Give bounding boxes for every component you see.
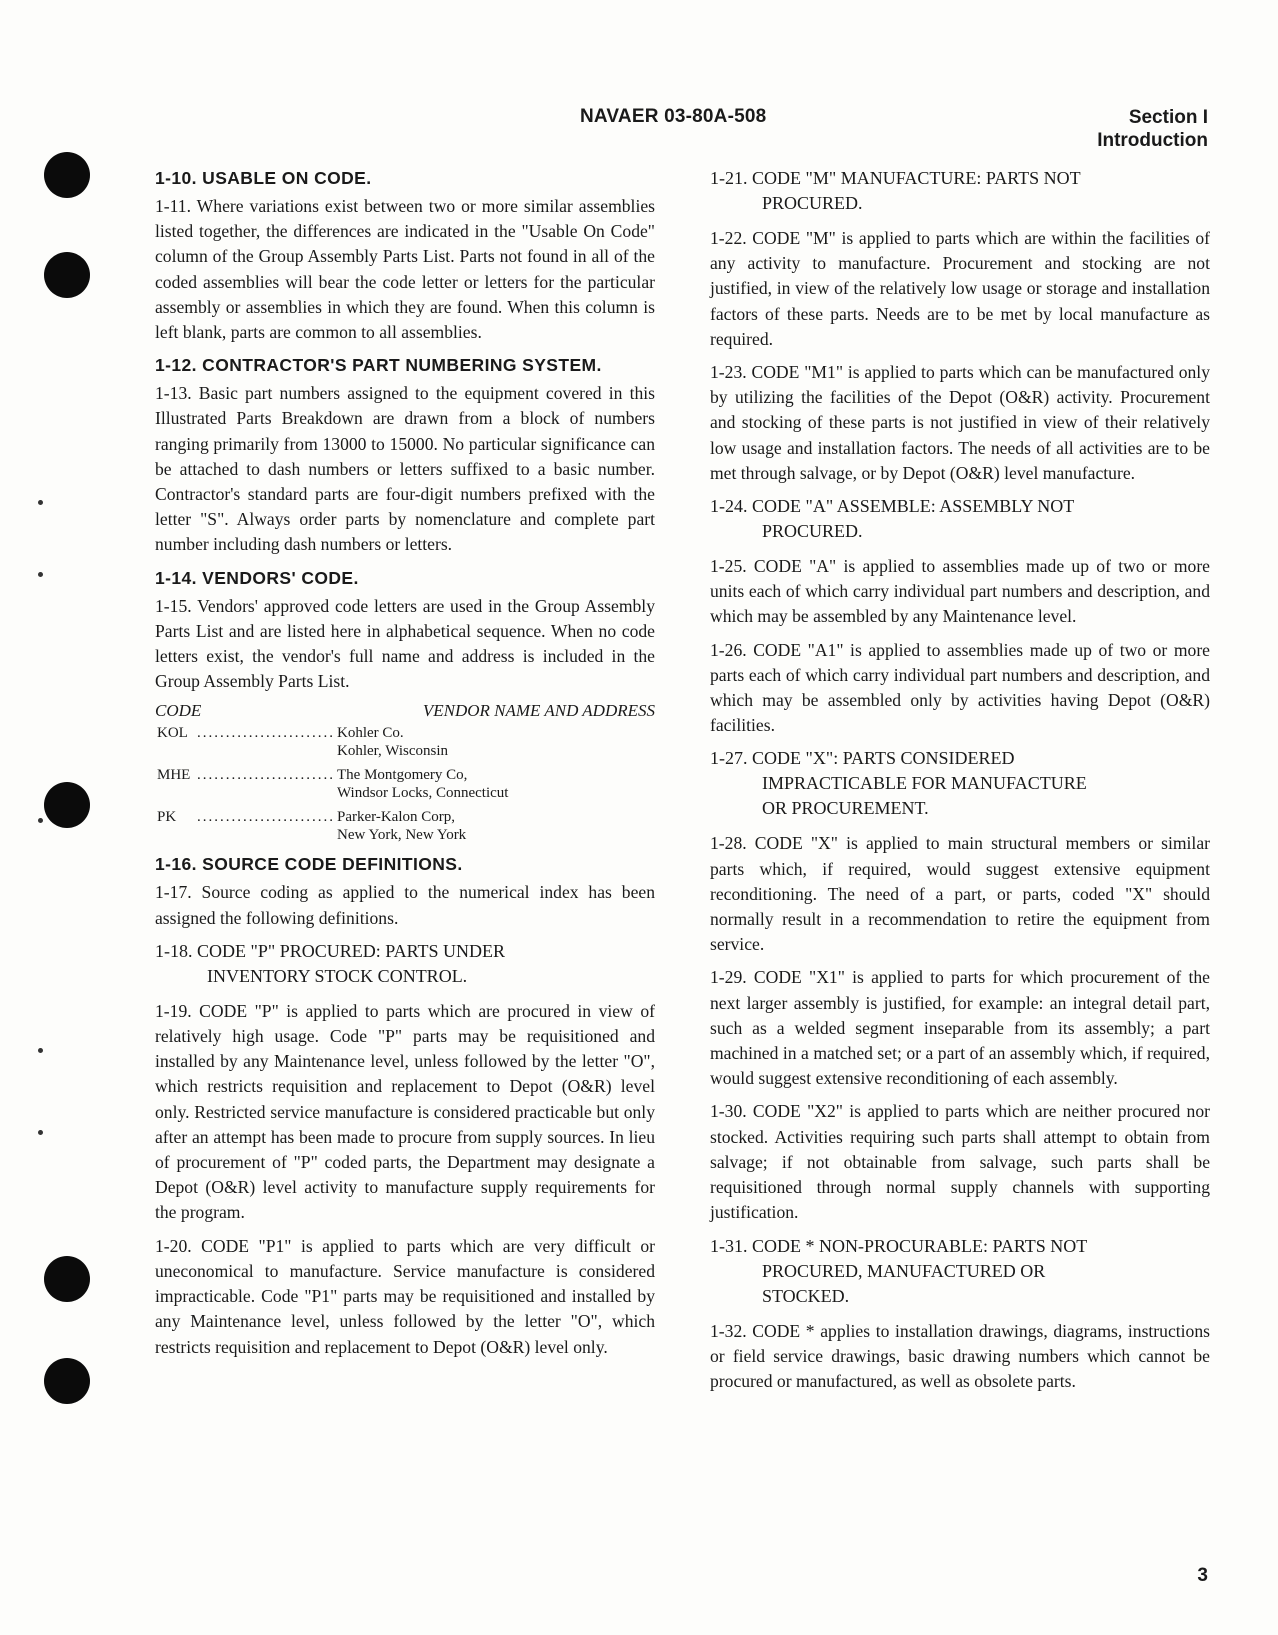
scan-speck — [38, 500, 43, 505]
column-header-vendor: VENDOR NAME AND ADDRESS — [422, 701, 655, 721]
paragraph-1-29: 1-29. CODE "X1" is applied to parts for which procurement of the next larger assembly is justified, for example: an integral detail part, such as a welded segment inseparable from its assembly; a part machined in a matched set; or a part of an assembly which, if required, would suggest extensive reconditioning of each assembly. — [710, 967, 1210, 1089]
heading-line: OR PROCUREMENT. — [762, 798, 929, 819]
paragraph-1-32: 1-32. CODE * applies to installation drawings, diagrams, instructions or field service drawings, basic drawing numbers which cannot be procured or manufactured, as well as obsolete parts. — [710, 1320, 1210, 1391]
leader-dots: ........................ — [197, 767, 335, 784]
heading-line: PROCURED. — [762, 193, 863, 213]
scan-speck — [38, 818, 43, 823]
paragraph-1-20: 1-20. CODE "P1" is applied to parts which are very difficult or uneconomical to manufacture. Service manufacture is considered impracticable. Code "P1" parts may be requisitioned and installed by any Maintenance level, unless followed by the letter "O", which restricts requisition and replacement to Depot (O&R) level only. — [155, 1235, 655, 1357]
vendor-name-line: The Montgomery Co, — [337, 767, 468, 784]
vendor-name — [337, 724, 655, 760]
heading-1-31 — [710, 1234, 1210, 1309]
vendor-name — [337, 808, 655, 844]
paragraph-1-13: 1-13. Basic part numbers assigned to the equipment covered in this Illustrated Parts Breakdown are drawn from a block of numbers ranging primarily from 13000 to 15000. No particular significance can be attached to dash numbers or letters suffixed to a basic number. Contractor's standard parts are four-digit numbers prefixed with the letter "S". Always order parts by nomenclature and complete part number including dash numbers or letters. — [155, 383, 655, 555]
heading-1-18 — [155, 939, 655, 989]
binder-hole-2 — [44, 252, 90, 298]
document-code: NAVAER 03-80A-508 — [580, 106, 767, 127]
vendor-table-header — [155, 702, 655, 720]
paragraph-1-23: 1-23. CODE "M1" is applied to parts which can be manufactured only by utilizing the facilities of the Depot (O&R) activity. Procurement and stocking of these parts is not justified in view of their relatively low usage and installation factors. The needs of all activities are to be met through salvage, or by Depot (O&R) level manufacture. — [710, 362, 1210, 483]
heading-line: 1-24. CODE "A" ASSEMBLE: ASSEMBLY NOT — [710, 496, 1075, 517]
heading-line: PROCURED, MANUFACTURED OR — [762, 1260, 1046, 1281]
binder-hole-1 — [44, 152, 90, 198]
heading-line: 1-18. CODE "P" PROCURED: PARTS UNDER — [155, 940, 506, 961]
paragraph-1-11: 1-11. Where variations exist between two or more similar assemblies listed together, the differences are indicated in the "Usable On Code" column of the Group Assembly Parts List. Parts not found in all of the coded assemblies will bear the code letter or letters for the particular assembly or assemblies in which they are found. When this column is left blank, parts are common to all assemblies. — [155, 196, 655, 343]
heading-line: INVENTORY STOCK CONTROL. — [207, 965, 468, 986]
vendor-code: PK — [157, 809, 177, 826]
paragraph-1-28: 1-28. CODE "X" is applied to main structural members or similar parts which, if required, would suggest extensive equipment reconditioning. The need of a part, or parts, coded "X" should normally result in a recommendation to retire the equipment from service. — [710, 833, 1210, 955]
leader-dots: ........................ — [197, 725, 335, 742]
section-heading — [1097, 106, 1208, 152]
heading-line: 1-31. CODE * NON-PROCURABLE: PARTS NOT — [710, 1235, 1088, 1256]
binder-hole-5 — [44, 1358, 90, 1404]
binder-hole-4 — [44, 1256, 90, 1302]
scan-speck — [38, 1130, 43, 1135]
heading-1-10: 1-10. USABLE ON CODE. — [155, 168, 372, 188]
vendor-name-line: Parker-Kalon Corp, — [337, 809, 456, 826]
vendor-address-line: Kohler, Wisconsin — [337, 743, 449, 760]
vendor-name-line: Kohler Co. — [337, 725, 404, 742]
scan-speck — [38, 572, 43, 577]
heading-line: 1-27. CODE "X": PARTS CONSIDERED — [710, 748, 1015, 769]
vendor-row — [155, 724, 655, 760]
heading-line: STOCKED. — [762, 1285, 850, 1306]
paragraph-1-25: 1-25. CODE "A" is applied to assemblies made up of two or more units each of which carry individual part numbers and description, and which may be assembled by any Maintenance level. — [710, 556, 1210, 627]
paragraph-1-15: 1-15. Vendors' approved code letters are used in the Group Assembly Parts List and are listed here in alphabetical sequence. When no code letters exist, the vendor's full name and address is included in the Group Assembly Parts List. — [155, 595, 655, 692]
right-column — [710, 166, 1210, 1402]
scan-speck — [38, 1048, 43, 1053]
vendor-code: KOL — [157, 725, 188, 742]
heading-1-12: 1-12. CONTRACTOR'S PART NUMBERING SYSTEM. — [155, 355, 602, 376]
leader-dots: ........................ — [197, 809, 335, 826]
section-title: Introduction — [1097, 130, 1208, 151]
heading-1-24 — [710, 494, 1210, 544]
heading-1-27 — [710, 746, 1210, 821]
left-column — [155, 166, 655, 1368]
column-header-code: CODE — [155, 701, 202, 721]
heading-1-16: 1-16. SOURCE CODE DEFINITIONS. — [155, 854, 463, 875]
binder-hole-3 — [44, 782, 90, 828]
vendor-code: MHE — [157, 767, 191, 784]
page-number: 3 — [1197, 1565, 1208, 1586]
vendor-name — [337, 766, 655, 802]
vendor-row — [155, 808, 655, 844]
heading-1-21 — [710, 166, 1210, 216]
paragraph-1-30: 1-30. CODE "X2" is applied to parts which are neither procured nor stocked. Activities requiring such parts shall attempt to obtain from salvage; if not obtainable from salvage, such parts shall be requisitioned through normal supply channels with supporting justification. — [710, 1101, 1210, 1223]
heading-line: PROCURED. — [762, 521, 863, 542]
vendor-row — [155, 766, 655, 802]
paragraph-1-17: 1-17. Source coding as applied to the numerical index has been assigned the following definitions. — [155, 882, 655, 928]
heading-line: 1-21. CODE "M" MANUFACTURE: PARTS NOT — [710, 168, 1081, 188]
heading-line: IMPRACTICABLE FOR MANUFACTURE — [762, 773, 1087, 794]
paragraph-1-22: 1-22. CODE "M" is applied to parts which are within the facilities of any activity to manufacture. Procurement and stocking are not justified, in view of the relatively low usage or storage and installation factors of these parts. Needs are to be met by local manufacture as required. — [710, 228, 1210, 349]
vendor-code-table — [155, 702, 655, 844]
paragraph-1-26: 1-26. CODE "A1" is applied to assemblies made up of two or more parts each of which carry individual part numbers and description, and which may be assembled only by activities having Depot (O&R) facilities. — [710, 639, 1210, 736]
paragraph-1-19: 1-19. CODE "P" is applied to parts which are procured in view of relatively high usage. Code "P" parts may be requisitioned and installed by any Maintenance level, unless followed by the letter "O", which restricts requisition and replacement to Depot (O&R) level only. Restricted service manufacture is considered practicable but only after an attempt has been made to procure from supply sources. In lieu of procurement of "P" coded parts, the Department may designate a Depot (O&R) level activity to manufacture supply requirements for the program. — [155, 1000, 655, 1223]
section-label: Section I — [1128, 107, 1208, 128]
vendor-address-line: New York, New York — [337, 827, 467, 844]
vendor-address-line: Windsor Locks, Connecticut — [337, 785, 509, 802]
heading-1-14: 1-14. VENDORS' CODE. — [155, 567, 359, 588]
